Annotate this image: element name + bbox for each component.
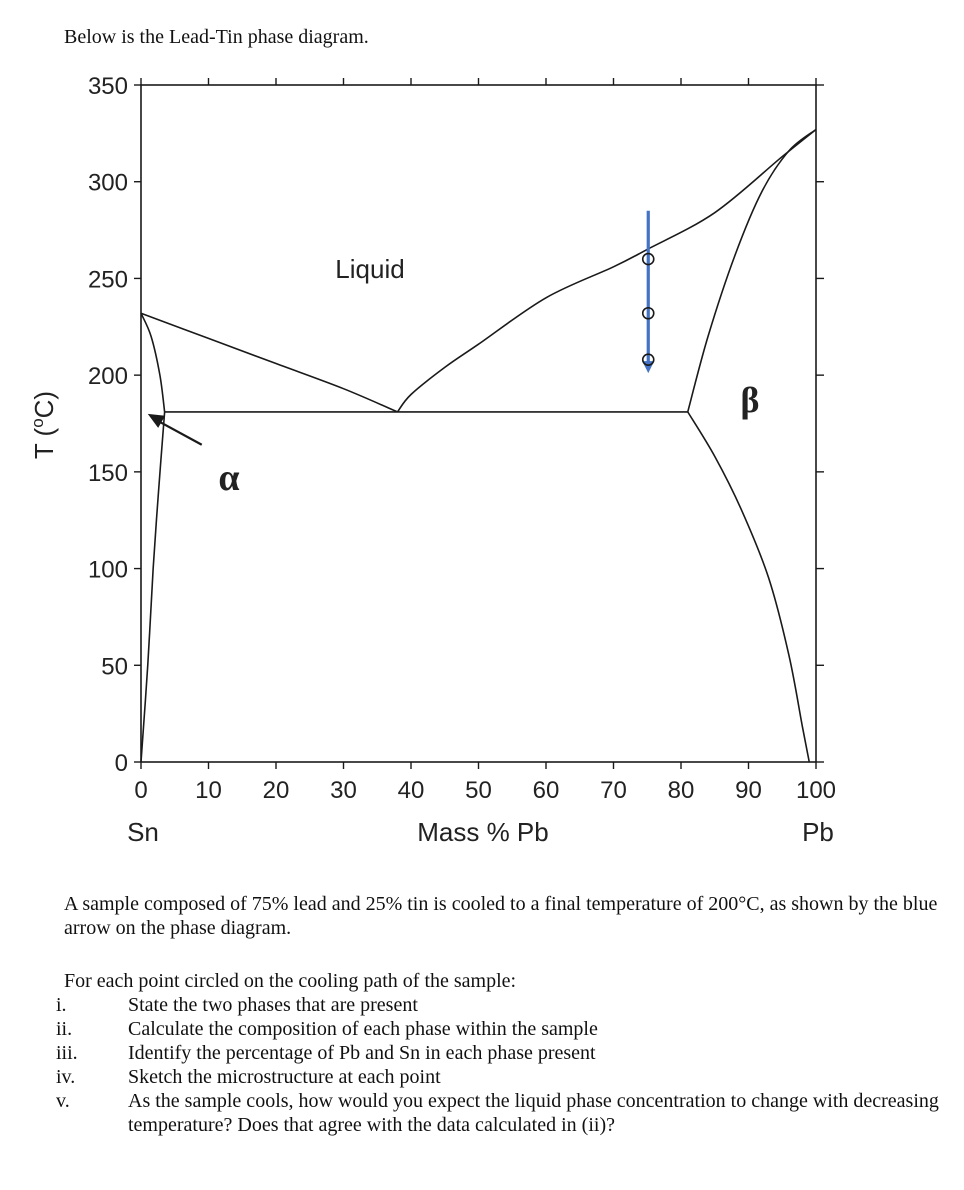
solvus-alpha-curve — [141, 412, 165, 762]
question-text: Identify the percentage of Pb and Sn in each phase present — [128, 1042, 596, 1064]
x-tick-label: 20 — [262, 777, 290, 804]
x-end-label-sn: Sn — [127, 817, 159, 847]
x-tick-label: 10 — [195, 777, 222, 804]
y-tick-label: 50 — [101, 653, 128, 681]
question-text: Sketch the microstructure at each point — [128, 1066, 441, 1088]
region-label-alpha: α — [218, 457, 240, 499]
problem-section — [56, 892, 944, 1137]
axis-labels — [28, 390, 837, 847]
question-item — [56, 1065, 944, 1089]
axis-ticks — [134, 78, 824, 769]
y-axis-title — [28, 391, 59, 459]
cooling-path — [642, 211, 654, 373]
problem-prompt: For each point circled on the cooling path of the sample: — [64, 970, 517, 992]
x-tick-label: 0 — [134, 777, 148, 804]
question-number: i. — [56, 994, 67, 1016]
x-tick-label: 70 — [600, 777, 627, 804]
y-axis-title-unit: C) — [29, 390, 59, 419]
question-number: ii. — [56, 1018, 73, 1040]
y-tick-label: 200 — [87, 363, 128, 391]
intro-text: Below is the Lead-Tin phase diagram. — [64, 26, 369, 48]
alpha-pointer-arrowhead — [148, 414, 165, 428]
question-number: v. — [56, 1090, 70, 1112]
x-tick-label: 40 — [397, 777, 425, 804]
question-text: As the sample cools, how would you expect the liquid phase concentration to change with decreasing temperature? Does that agree with the data calculated in (ii)? — [128, 1090, 939, 1136]
x-tick-label: 30 — [330, 777, 357, 804]
x-axis-title: Mass % Pb — [417, 817, 549, 847]
question-text: State the two phases that are present — [128, 994, 418, 1016]
problem-statement: A sample composed of 75% lead and 25% tin is cooled to a final temperature of 200°C, as shown by the blue arrow on the phase diagram. — [64, 893, 938, 939]
y-tick-label: 250 — [87, 266, 128, 294]
y-tick-label: 0 — [114, 750, 128, 777]
plot-frame — [141, 85, 816, 762]
phase-boundaries — [141, 129, 816, 762]
solvus-beta-curve — [688, 412, 810, 762]
y-axis-title-degree: o — [28, 418, 47, 428]
question-item — [56, 1017, 944, 1041]
question-text: Calculate the composition of each phase within the sample — [128, 1018, 598, 1040]
region-labels — [218, 254, 759, 499]
liquidus-right-curve — [398, 129, 817, 411]
x-tick-label: 100 — [795, 777, 837, 804]
x-tick-label: 60 — [532, 777, 560, 804]
y-tick-label: 100 — [87, 556, 128, 584]
region-label-liquid: Liquid — [335, 254, 405, 284]
alpha-pointer-arrow-line — [158, 421, 202, 445]
y-tick-label: 150 — [87, 459, 128, 487]
solidus-beta-curve — [688, 129, 816, 411]
x-tick-label: 80 — [667, 777, 695, 804]
question-item — [56, 993, 944, 1017]
x-end-label-pb: Pb — [802, 817, 834, 847]
y-tick-label: 300 — [87, 169, 128, 197]
axis-tick-labels — [88, 73, 836, 804]
question-list — [56, 993, 944, 1137]
y-axis-title-base: T ( — [29, 427, 59, 460]
question-item — [56, 1089, 944, 1137]
question-item — [56, 1041, 944, 1065]
x-tick-label: 90 — [735, 777, 762, 804]
question-number: iii. — [56, 1042, 78, 1064]
x-tick-label: 50 — [465, 777, 492, 804]
liquidus-left-curve — [141, 313, 398, 412]
plot-border — [141, 85, 816, 762]
region-label-beta: β — [740, 380, 760, 420]
question-number: iv. — [56, 1066, 76, 1088]
y-tick-label: 350 — [87, 73, 128, 100]
annotations — [148, 414, 202, 445]
solidus-alpha-curve — [141, 313, 165, 412]
